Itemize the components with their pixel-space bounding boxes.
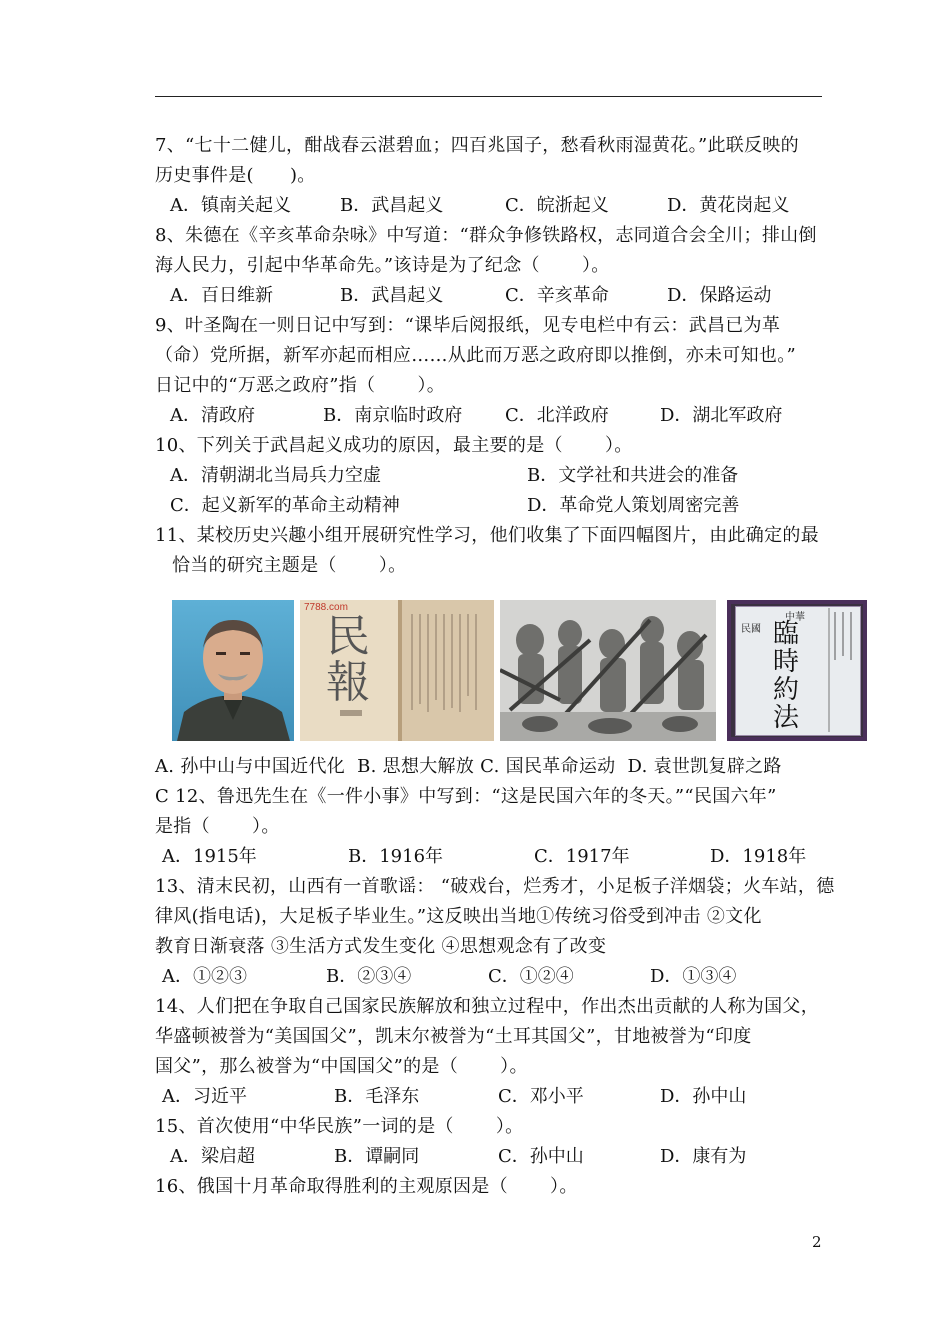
- q14-stem-line2: 华盛顿被誉为“美国国父”，凯末尔被誉为“土耳其国父”，甘地被誉为“印度: [155, 1026, 752, 1047]
- q11-stem-line2: 恰当的研究主题是（ ）。: [172, 555, 407, 576]
- q9-option-d: D．湖北军政府: [660, 405, 783, 426]
- q15-option-d: D．康有为: [660, 1146, 747, 1167]
- revolution-relief-photo: [500, 600, 716, 741]
- q12-option-c: C．1917年: [534, 846, 630, 867]
- q7-option-d: D．黄花岗起义: [667, 195, 790, 216]
- q13-stem-line1: 13、清末民初，山西有一首歌谣： “破戏台，烂秀才，小足板子洋烟袋；火车站，德: [155, 876, 835, 897]
- minbao-site-label: 7788.com: [304, 602, 348, 613]
- q9-stem-line1: 9、叶圣陶在一则日记中写到：“课毕后阅报纸，见专电栏中有云：武昌已为革: [155, 315, 781, 336]
- q13-option-d: D．①③④: [650, 966, 737, 987]
- q9-stem-line3: 日记中的“万恶之政府”指（ ）。: [155, 375, 446, 396]
- page-number: 2: [812, 1233, 822, 1251]
- q7-stem-line1: 7、“七十二健儿，酣战春云湛碧血；四百兆国子，愁看秋雨湿黄花。”此联反映的: [155, 135, 799, 156]
- q12-option-a: A．1915年: [162, 846, 257, 867]
- q15-option-a: A．梁启超: [170, 1146, 255, 1167]
- q13-stem-line3: 教育日渐衰落 ③生活方式发生变化 ④思想观念有了改变: [155, 936, 607, 957]
- q8-option-a: A．百日维新: [170, 285, 273, 306]
- q10-option-b: B．文学社和共进会的准备: [527, 465, 739, 486]
- minbao-title-char-2: 報: [326, 657, 370, 708]
- q14-stem-line1: 14、人们把在争取自己国家民族解放和独立过程中，作出杰出贡献的人称为国父，: [155, 996, 820, 1017]
- q14-option-c: C．邓小平: [498, 1086, 584, 1107]
- q14-option-d: D．孙中山: [660, 1086, 747, 1107]
- q13-stem-line2: 律风(指电话)，大足板子毕业生。”这反映出当地①传统习俗受到冲击 ②文化: [155, 906, 762, 927]
- q14-stem-line3: 国父”，那么被誉为“中国国父”的是（ ）。: [155, 1056, 528, 1077]
- q8-option-b: B．武昌起义: [340, 285, 444, 306]
- q7-option-c: C．皖浙起义: [505, 195, 609, 216]
- q12-stem-line2: 是指（ ）。: [155, 816, 280, 837]
- q7-stem-line2: 历史事件是( )。: [155, 165, 316, 186]
- q10-option-d: D．革命党人策划周密完善: [527, 495, 740, 516]
- constitution-char-3: 約: [773, 675, 800, 705]
- minbao-newspaper-photo: [300, 600, 494, 741]
- q9-option-c: C．北洋政府: [505, 405, 609, 426]
- q10-stem-line1: 10、下列关于武昌起义成功的原因，最主要的是（ ）。: [155, 435, 633, 456]
- q15-option-b: B．谭嗣同: [334, 1146, 420, 1167]
- q16-stem-line1: 16、俄国十月革命取得胜利的主观原因是（ ）。: [155, 1176, 578, 1197]
- q11-stem-line1: 11、某校历史兴趣小组开展研究性学习，他们收集了下面四幅图片，由此确定的最: [155, 525, 820, 546]
- q9-stem-line2: （命）党所据，新军亦起而相应……从此而万恶之政府即以推倒，亦未可知也。”: [155, 345, 796, 366]
- q8-stem-line1: 8、朱德在《辛亥革命杂咏》中写道：“群众争修铁路权，志同道合会全川；排山倒: [155, 225, 817, 246]
- q12-option-b: B．1916年: [348, 846, 444, 867]
- provisional-constitution-photo: [727, 600, 867, 741]
- constitution-char-1: 臨: [773, 619, 800, 649]
- q14-option-b: B．毛泽东: [334, 1086, 420, 1107]
- portrait-photo: [172, 600, 294, 741]
- q10-option-a: A．清朝湖北当局兵力空虚: [170, 465, 381, 486]
- constitution-side-label: 民國: [741, 624, 761, 635]
- q11-options: A. 孙中山与中国近代化 B. 思想大解放 C. 国民革命运动 D. 袁世凯复辟之路: [155, 756, 782, 777]
- q13-option-a: A．①②③: [162, 966, 247, 987]
- q10-option-c: C．起义新军的革命主动精神: [170, 495, 400, 516]
- q13-option-b: B．②③④: [326, 966, 412, 987]
- q9-option-a: A．清政府: [170, 405, 255, 426]
- q13-option-c: C．①②④: [488, 966, 574, 987]
- q15-stem-line1: 15、首次使用“中华民族”一词的是（ ）。: [155, 1116, 524, 1137]
- q7-option-a: A．镇南关起义: [170, 195, 291, 216]
- q8-stem-line2: 海人民力，引起中华革命先。”该诗是为了纪念（ ）。: [155, 255, 610, 276]
- constitution-char-2: 時: [773, 647, 800, 677]
- q9-option-b: B．南京临时政府: [323, 405, 463, 426]
- header-rule: [155, 96, 822, 97]
- q8-option-d: D．保路运动: [667, 285, 772, 306]
- constitution-top-label: 中華: [785, 612, 805, 623]
- q12-option-d: D．1918年: [710, 846, 807, 867]
- q8-option-c: C．辛亥革命: [505, 285, 609, 306]
- minbao-title-char-1: 民: [326, 611, 370, 662]
- q7-option-b: B．武昌起义: [340, 195, 444, 216]
- constitution-char-4: 法: [773, 703, 800, 733]
- q14-option-a: A．习近平: [162, 1086, 247, 1107]
- q15-option-c: C．孙中山: [498, 1146, 584, 1167]
- q12-stem-line1: C 12、鲁迅先生在《一件小事》中写到：“这是民国六年的冬天。”“民国六年”: [155, 786, 777, 807]
